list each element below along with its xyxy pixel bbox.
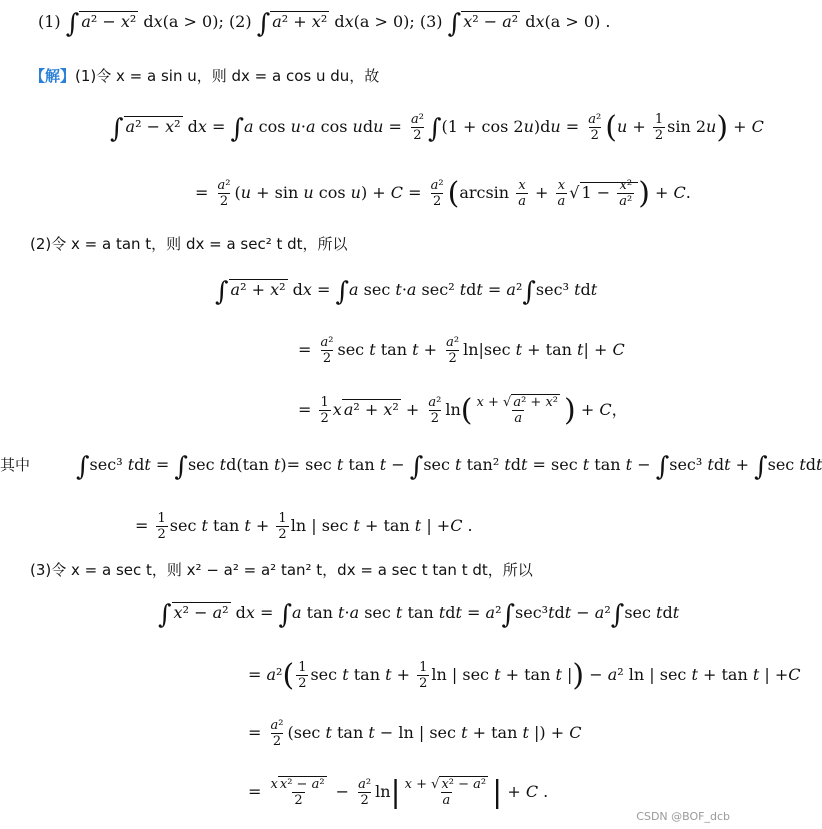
solution-1-intro (30, 66, 379, 86)
equation-2a: ∫ a² + x² dx = ∫a sec t·a sec² tdt = a²∫sec³ tdt (215, 277, 598, 307)
intro-text: (3)令 x = a sec t，则 x² − a² = a² tan² t，dx = a sec t tan t dt，所以 (30, 561, 533, 579)
intro-text: (1)令 x = a sin u，则 dx = a cos u du，故 (75, 67, 380, 85)
equation-2c: = $\frac{1}{2}$ x a² + x² + $\frac{\text{a²}}{2}$ ln( $\frac{\text{x + √ a² + x²}}{a}$ ) + C， (298, 393, 628, 428)
integral-sign: ∫ (256, 9, 271, 39)
problem-2-num: (2) (228, 12, 252, 31)
qizhong-text: 其中 (0, 456, 31, 474)
equation-2d: ∫sec³ tdt = ∫sec td(tan t)= sec t tan t − ∫sec t tan² tdt = sec t tan t − ∫sec³ tdt + ∫sec tdt (76, 452, 822, 482)
equation-1b: = $\frac{\text{a²}}{2}$ (u + sin u cos u) + C = $\frac{\text{a²}}{2}$ (arcsin $\frac{x}{a}$ + $\frac{x}{a}$ √ 1 − $\frac{\text{x²}}{\text{a²}}$ ) + C. (195, 176, 691, 211)
equation-3d: = $\frac{\text{x x² − a²}}{2}$ − $\frac{\text{a²}}{2}$ ln| $\frac{\text{x + √ x² − a²}}{a}$ | + C . (248, 775, 549, 810)
qizhong-label (0, 455, 30, 475)
condition: (a > 0) (353, 12, 410, 31)
problem-1-num: (1) (38, 12, 61, 31)
solution-2-intro (30, 234, 348, 254)
condition: (a > 0) (162, 12, 219, 31)
equation-3b: = a²( $\frac{1}{2}$ sec t tan t + $\frac{1}{2}$ ln | sec t + tan t |) − a² ln | sec t + tan t | +C (248, 658, 801, 693)
integral-sign: ∫ (447, 9, 462, 39)
equation-1a: ∫ a² − x² dx = ∫a cos u·a cos udu = $\frac{\text{a²}}{2}$ ∫(1 + cos 2u)du = $\frac{\text{a²}}{2}$ (u + $\frac{1}{2}$ sin 2u) + C (110, 110, 764, 145)
separator: ; (218, 12, 224, 31)
sqrt-expr: a² − x² (81, 12, 137, 31)
integral-sign: ∫ (65, 9, 80, 39)
problem-line: (1) ∫ a² − x² dx(a > 0); (2) ∫ a² + x² dx(a > 0); (3) ∫ x² − a² dx(a > 0) . (38, 9, 611, 39)
solution-3-intro (30, 560, 533, 580)
separator: ; (409, 12, 415, 31)
equation-2b: = $\frac{\text{a²}}{2}$ sec t tan t + $\frac{\text{a²}}{2}$ ln|sec t + tan t| + C (298, 335, 625, 366)
sqrt-expr: a² + x² (272, 12, 328, 31)
problem-3-num: (3) (419, 12, 443, 31)
equation-3c: = $\frac{\text{a²}}{2}$ (sec t tan t − ln | sec t + tan t |) + C (248, 718, 582, 749)
solution-label: 【解】 (30, 67, 76, 85)
equation-2e: = $\frac{1}{2}$ sec t tan t + $\frac{1}{2}$ ln | sec t + tan t | +C . (135, 511, 473, 542)
period: . (605, 12, 611, 31)
intro-text: (2)令 x = a tan t，则 dx = a sec² t dt，所以 (30, 235, 348, 253)
equation-3a: ∫ x² − a² dx = ∫a tan t·a sec t tan tdt = a²∫sec³tdt − a²∫sec tdt (158, 600, 680, 630)
sqrt-expr: x² − a² (463, 12, 519, 31)
condition: (a > 0) (544, 12, 601, 31)
watermark: CSDN @BOF_dcb (636, 810, 730, 823)
